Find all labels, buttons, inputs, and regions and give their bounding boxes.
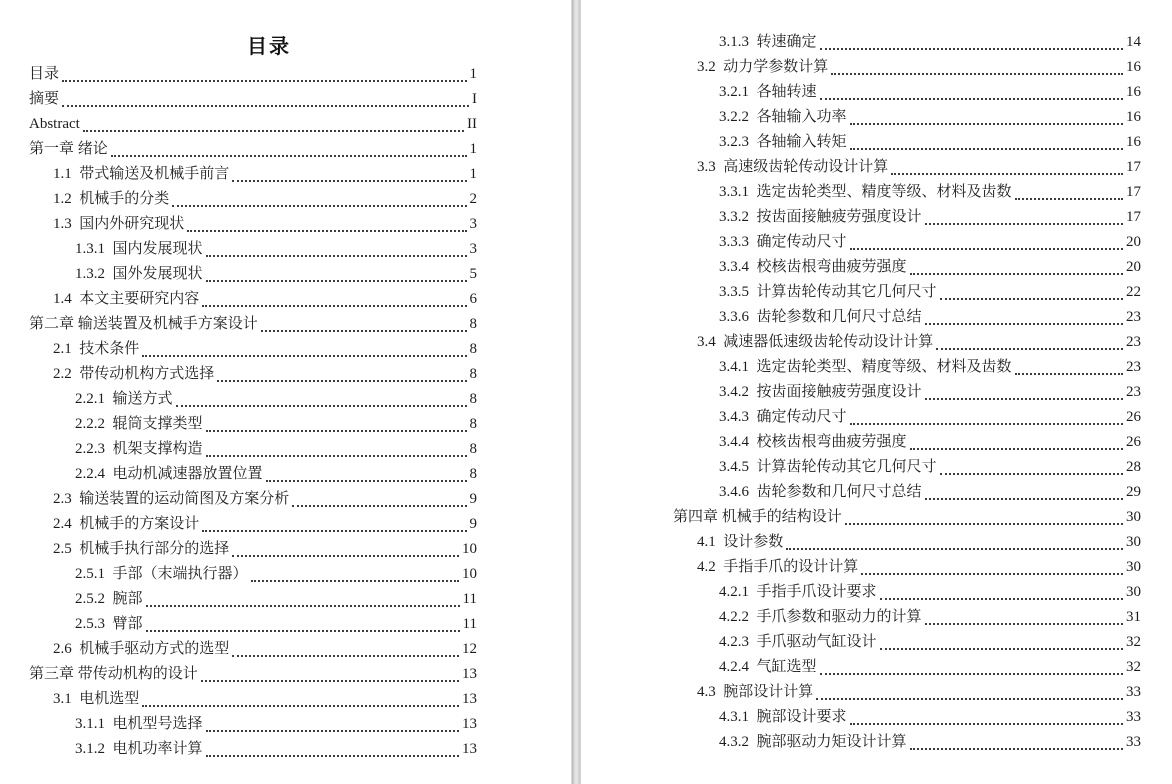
toc-leader-dots	[201, 662, 459, 682]
toc-entry-page-number: 8	[469, 341, 477, 357]
toc-entry[interactable]	[673, 30, 1141, 55]
toc-leader-dots	[786, 530, 1123, 550]
toc-entry[interactable]	[673, 530, 1141, 555]
toc-leader-dots	[940, 280, 1123, 300]
toc-leader-dots	[62, 62, 466, 82]
toc-entry-label: 3.3.1 选定齿轮类型、精度等级、材料及齿数	[719, 184, 1012, 200]
toc-entry[interactable]	[673, 380, 1141, 405]
toc-leader-dots	[206, 237, 467, 257]
toc-entry-page-number: 9	[469, 516, 477, 532]
toc-leader-dots	[187, 212, 466, 232]
toc-entry-page-number: 8	[469, 316, 477, 332]
toc-leader-dots	[880, 630, 1123, 650]
toc-leader-dots	[146, 587, 460, 607]
toc-leader-dots	[172, 187, 466, 207]
toc-entry-label: 4.3.2 腕部驱动力矩设计计算	[719, 734, 907, 750]
toc-entry-page-number: 3	[469, 216, 477, 232]
toc-entry[interactable]	[673, 480, 1141, 505]
toc-entry[interactable]	[673, 580, 1141, 605]
toc-entry-page-number: 1	[469, 66, 477, 82]
toc-entry-label: 1.3 国内外研究现状	[53, 216, 185, 232]
toc-entry[interactable]	[29, 612, 477, 637]
toc-leader-dots	[831, 55, 1123, 75]
toc-leader-dots	[850, 705, 1123, 725]
toc-leader-dots	[232, 637, 459, 657]
toc-leader-dots	[850, 105, 1123, 125]
toc-entry-label: 2.1 技术条件	[53, 341, 140, 357]
toc-entry[interactable]	[673, 505, 1141, 530]
toc-entry[interactable]	[29, 512, 477, 537]
toc-leader-dots	[1015, 355, 1123, 375]
toc-entry-label: 3.4.3 确定传动尺寸	[719, 409, 847, 425]
toc-entry-page-number: I	[472, 91, 477, 107]
toc-entry-page-number: 14	[1126, 34, 1141, 50]
toc-leader-dots	[202, 287, 466, 307]
toc-entry[interactable]	[29, 587, 477, 612]
toc-entry-label: Abstract	[29, 116, 80, 132]
toc-leader-dots	[206, 437, 467, 457]
toc-leader-dots	[292, 487, 466, 507]
toc-entry[interactable]	[673, 55, 1141, 80]
toc-entry-page-number: 8	[469, 441, 477, 457]
toc-entry[interactable]	[29, 337, 477, 362]
toc-entry-page-number: 23	[1126, 384, 1141, 400]
toc-entry-page-number: 20	[1126, 234, 1141, 250]
toc-entry-label: 2.4 机械手的方案设计	[53, 516, 200, 532]
toc-leader-dots	[111, 137, 467, 157]
toc-entry-label: 3.3.2 按齿面接触疲劳强度设计	[719, 209, 922, 225]
toc-leader-dots	[206, 262, 467, 282]
toc-entry[interactable]	[29, 112, 477, 137]
toc-entry-page-number: 5	[469, 266, 477, 282]
toc-entry[interactable]	[29, 387, 477, 412]
toc-leader-dots	[83, 112, 464, 132]
toc-entry[interactable]	[673, 255, 1141, 280]
toc-entry-page-number: 16	[1126, 84, 1141, 100]
toc-entry[interactable]	[29, 462, 477, 487]
toc-entry-label: 目录	[29, 66, 60, 82]
toc-entry-page-number: 16	[1126, 109, 1141, 125]
toc-entry[interactable]	[29, 287, 477, 312]
toc-entry-page-number: 17	[1126, 184, 1141, 200]
toc-entry-label: 3.3 高速级齿轮传动设计计算	[697, 159, 889, 175]
toc-entry-page-number: 33	[1126, 734, 1141, 750]
toc-entry-page-number: 8	[469, 466, 477, 482]
toc-leader-dots	[850, 405, 1123, 425]
toc-entry-label: 2.6 机械手驱动方式的选型	[53, 641, 230, 657]
toc-entry-page-number: 23	[1126, 334, 1141, 350]
toc-leader-dots	[816, 680, 1123, 700]
toc-entry[interactable]	[29, 262, 477, 287]
toc-leader-dots	[206, 737, 459, 757]
toc-entry-label: 第四章 机械手的结构设计	[673, 509, 842, 525]
toc-entry[interactable]	[29, 137, 477, 162]
toc-entry-page-number: 30	[1126, 559, 1141, 575]
toc-entry[interactable]	[29, 662, 477, 687]
toc-leader-dots	[925, 305, 1123, 325]
toc-entry-page-number: 13	[462, 666, 477, 682]
toc-entry[interactable]	[673, 730, 1141, 755]
toc-entry-label: 3.3.5 计算齿轮传动其它几何尺寸	[719, 284, 937, 300]
toc-leader-dots	[1015, 180, 1123, 200]
toc-entry[interactable]	[29, 237, 477, 262]
toc-entry[interactable]	[673, 130, 1141, 155]
toc-entry-label: 1.4 本文主要研究内容	[53, 291, 200, 307]
toc-entry-label: 3.4.2 按齿面接触疲劳强度设计	[719, 384, 922, 400]
toc-entry-label: 3.1.1 电机型号选择	[75, 716, 203, 732]
toc-entry-page-number: 22	[1126, 284, 1141, 300]
toc-entry[interactable]	[673, 355, 1141, 380]
toc-entry-page-number: 33	[1126, 684, 1141, 700]
toc-entry-label: 4.2.2 手爪参数和驱动力的计算	[719, 609, 922, 625]
toc-leader-dots	[266, 462, 467, 482]
toc-entry-label: 3.3.4 校核齿根弯曲疲劳强度	[719, 259, 907, 275]
toc-leader-dots	[202, 512, 466, 532]
toc-entry[interactable]	[673, 430, 1141, 455]
toc-entry-label: 2.5.2 腕部	[75, 591, 143, 607]
toc-entry-label: 3.4 减速器低速级齿轮传动设计计算	[697, 334, 934, 350]
toc-entry[interactable]	[29, 562, 477, 587]
toc-entry-label: 3.2.1 各轴转速	[719, 84, 817, 100]
toc-entry-label: 4.2.1 手指手爪设计要求	[719, 584, 877, 600]
toc-entry-label: 1.2 机械手的分类	[53, 191, 170, 207]
toc-leader-dots	[940, 455, 1123, 475]
toc-entry-page-number: 8	[469, 416, 477, 432]
toc-entry-label: 1.3.2 国外发展现状	[75, 266, 203, 282]
toc-entry-page-number: 23	[1126, 359, 1141, 375]
toc-leader-dots	[232, 162, 466, 182]
toc-leader-dots	[845, 505, 1123, 525]
toc-entry[interactable]	[673, 680, 1141, 705]
toc-leader-dots	[861, 555, 1123, 575]
toc-entry[interactable]	[29, 362, 477, 387]
toc-leader-dots	[206, 712, 459, 732]
toc-entry-page-number: 29	[1126, 484, 1141, 500]
toc-entry-page-number: 26	[1126, 434, 1141, 450]
toc-entry-page-number: 31	[1126, 609, 1141, 625]
toc-entry-page-number: 3	[469, 241, 477, 257]
toc-entry-label: 3.2.2 各轴输入功率	[719, 109, 847, 125]
toc-entry[interactable]	[673, 705, 1141, 730]
toc-entry-page-number: 17	[1126, 159, 1141, 175]
toc-entry[interactable]	[673, 630, 1141, 655]
toc-entry-page-number: 32	[1126, 659, 1141, 675]
toc-leader-dots	[206, 412, 467, 432]
toc-entry[interactable]	[29, 87, 477, 112]
toc-entry-label: 3.3.6 齿轮参数和几何尺寸总结	[719, 309, 922, 325]
toc-leader-dots	[925, 480, 1123, 500]
toc-entry[interactable]	[29, 312, 477, 337]
toc-entry-page-number: 11	[462, 591, 477, 607]
toc-entry-label: 2.5 机械手执行部分的选择	[53, 541, 230, 557]
toc-leader-dots	[880, 580, 1123, 600]
toc-entry-page-number: 10	[462, 541, 477, 557]
toc-entry-page-number: 8	[469, 366, 477, 382]
toc-entry-label: 第二章 输送装置及机械手方案设计	[29, 316, 258, 332]
toc-leader-dots	[910, 430, 1123, 450]
toc-leader-dots	[146, 612, 460, 632]
toc-entry[interactable]	[673, 105, 1141, 130]
toc-entry-page-number: 16	[1126, 59, 1141, 75]
toc-list-left	[29, 62, 477, 762]
toc-leader-dots	[176, 387, 467, 407]
toc-leader-dots	[62, 87, 469, 107]
toc-leader-dots	[910, 730, 1123, 750]
toc-entry-page-number: 13	[462, 716, 477, 732]
toc-entry-page-number: 33	[1126, 709, 1141, 725]
toc-page-right[interactable]	[581, 0, 1172, 784]
toc-entry[interactable]	[673, 80, 1141, 105]
toc-entry[interactable]	[29, 637, 477, 662]
toc-entry-label: 3.4.6 齿轮参数和几何尺寸总结	[719, 484, 922, 500]
toc-entry-page-number: 20	[1126, 259, 1141, 275]
toc-entry[interactable]	[673, 205, 1141, 230]
toc-entry-label: 1.3.1 国内发展现状	[75, 241, 203, 257]
toc-leader-dots	[251, 562, 459, 582]
toc-leader-dots	[936, 330, 1123, 350]
toc-entry[interactable]	[673, 180, 1141, 205]
toc-entry-page-number: 30	[1126, 584, 1141, 600]
toc-leader-dots	[925, 205, 1123, 225]
toc-leader-dots	[217, 362, 466, 382]
toc-entry[interactable]	[29, 162, 477, 187]
toc-entry[interactable]	[29, 487, 477, 512]
toc-entry-label: 3.4.5 计算齿轮传动其它几何尺寸	[719, 459, 937, 475]
toc-entry[interactable]	[29, 537, 477, 562]
toc-entry[interactable]	[673, 655, 1141, 680]
toc-leader-dots	[891, 155, 1123, 175]
toc-page-left[interactable]	[0, 0, 571, 784]
toc-leader-dots	[820, 655, 1123, 675]
toc-entry[interactable]	[29, 212, 477, 237]
toc-entry-page-number: 28	[1126, 459, 1141, 475]
toc-leader-dots	[850, 230, 1123, 250]
toc-entry[interactable]	[673, 605, 1141, 630]
toc-entry-page-number: II	[467, 116, 477, 132]
toc-entry[interactable]	[29, 412, 477, 437]
toc-entry-page-number: 11	[462, 616, 477, 632]
toc-entry-page-number: 16	[1126, 134, 1141, 150]
toc-entry-page-number: 30	[1126, 534, 1141, 550]
toc-entry-label: 2.2.2 辊筒支撑类型	[75, 416, 203, 432]
toc-entry-page-number: 13	[462, 691, 477, 707]
toc-entry-label: 4.2.4 气缸选型	[719, 659, 817, 675]
toc-entry[interactable]	[673, 455, 1141, 480]
toc-entry-label: 2.5.1 手部（末端执行器）	[75, 566, 248, 582]
toc-entry-page-number: 2	[469, 191, 477, 207]
toc-leader-dots	[820, 80, 1123, 100]
toc-entry-label: 3.4.4 校核齿根弯曲疲劳强度	[719, 434, 907, 450]
toc-entry-page-number: 1	[469, 166, 477, 182]
toc-entry-label: 4.3.1 腕部设计要求	[719, 709, 847, 725]
toc-entry-label: 2.2.1 输送方式	[75, 391, 173, 407]
toc-leader-dots	[142, 337, 466, 357]
toc-entry-page-number: 32	[1126, 634, 1141, 650]
toc-entry-label: 3.1.2 电机功率计算	[75, 741, 203, 757]
toc-leader-dots	[925, 605, 1123, 625]
toc-leader-dots	[820, 30, 1123, 50]
toc-entry-page-number: 23	[1126, 309, 1141, 325]
toc-entry-page-number: 8	[469, 391, 477, 407]
toc-entry[interactable]	[29, 687, 477, 712]
toc-entry-label: 第三章 带传动机构的设计	[29, 666, 198, 682]
toc-entry-page-number: 12	[462, 641, 477, 657]
toc-leader-dots	[142, 687, 459, 707]
toc-entry-label: 2.3 输送装置的运动简图及方案分析	[53, 491, 290, 507]
toc-entry-label: 3.2 动力学参数计算	[697, 59, 829, 75]
toc-entry-label: 2.2.3 机架支撑构造	[75, 441, 203, 457]
toc-entry-label: 3.2.3 各轴输入转矩	[719, 134, 847, 150]
toc-entry[interactable]	[673, 155, 1141, 180]
toc-list-right	[673, 30, 1141, 755]
toc-entry[interactable]	[29, 62, 477, 87]
toc-leader-dots	[261, 312, 467, 332]
toc-entry[interactable]	[673, 405, 1141, 430]
toc-entry-page-number: 13	[462, 741, 477, 757]
toc-entry[interactable]	[673, 280, 1141, 305]
toc-leader-dots	[850, 130, 1123, 150]
toc-entry-label: 2.2.4 电动机减速器放置位置	[75, 466, 263, 482]
toc-entry[interactable]	[673, 230, 1141, 255]
toc-entry[interactable]	[29, 712, 477, 737]
toc-entry-page-number: 17	[1126, 209, 1141, 225]
toc-entry[interactable]	[673, 305, 1141, 330]
toc-entry[interactable]	[29, 187, 477, 212]
toc-entry-page-number: 30	[1126, 509, 1141, 525]
toc-entry[interactable]	[673, 330, 1141, 355]
toc-leader-dots	[232, 537, 459, 557]
toc-entry[interactable]	[673, 555, 1141, 580]
toc-entry-label: 3.4.1 选定齿轮类型、精度等级、材料及齿数	[719, 359, 1012, 375]
toc-entry-label: 2.2 带传动机构方式选择	[53, 366, 215, 382]
toc-entry-label: 第一章 绪论	[29, 141, 108, 157]
toc-entry-label: 4.3 腕部设计计算	[697, 684, 814, 700]
toc-entry-label: 4.1 设计参数	[697, 534, 784, 550]
toc-entry-page-number: 26	[1126, 409, 1141, 425]
toc-entry-page-number: 6	[469, 291, 477, 307]
toc-entry[interactable]	[29, 737, 477, 762]
toc-entry-label: 1.1 带式输送及机械手前言	[53, 166, 230, 182]
toc-page-title: 目录	[247, 36, 291, 58]
toc-entry-label: 4.2 手指手爪的设计计算	[697, 559, 859, 575]
toc-leader-dots	[925, 380, 1123, 400]
toc-entry-label: 3.3.3 确定传动尺寸	[719, 234, 847, 250]
toc-entry-page-number: 9	[469, 491, 477, 507]
toc-entry-label: 2.5.3 臂部	[75, 616, 143, 632]
toc-entry-label: 摘要	[29, 91, 60, 107]
toc-entry-label: 3.1 电机选型	[53, 691, 140, 707]
toc-entry-page-number: 10	[462, 566, 477, 582]
toc-entry-page-number: 1	[469, 141, 477, 157]
toc-entry-label: 4.2.3 手爪驱动气缸设计	[719, 634, 877, 650]
toc-leader-dots	[910, 255, 1123, 275]
toc-entry[interactable]	[29, 437, 477, 462]
page-gap-divider	[571, 0, 581, 784]
toc-entry-label: 3.1.3 转速确定	[719, 34, 817, 50]
